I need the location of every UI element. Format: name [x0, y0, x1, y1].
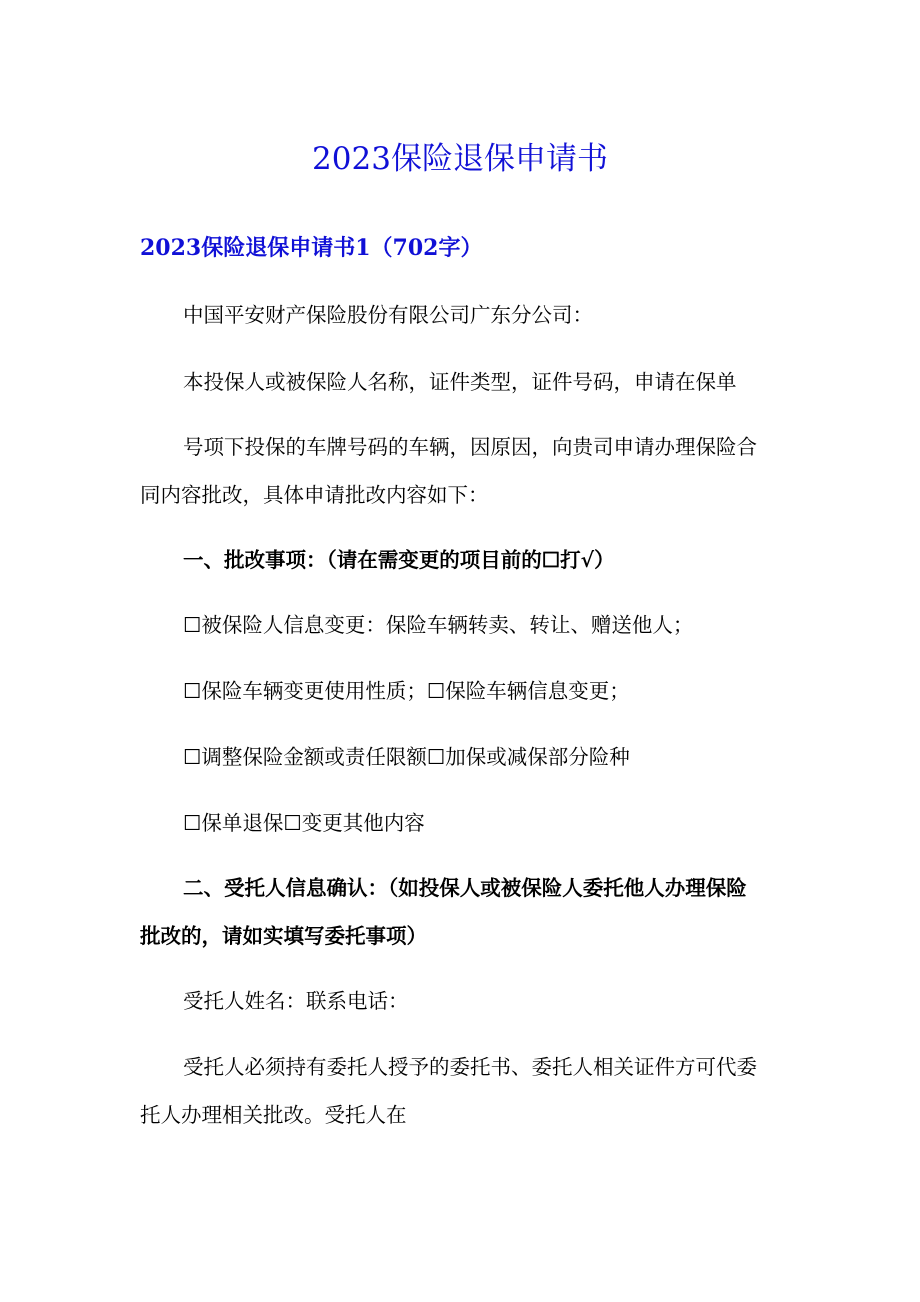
- paragraph-line: 同内容批改，具体申请批改内容如下：: [140, 483, 489, 507]
- paragraph-line: 受托人必须持有委托人授予的委托书、委托人相关证件方可代委: [183, 1055, 757, 1079]
- trustee-info-line: 受托人姓名：联系电话：: [183, 989, 409, 1013]
- item-heading-2: 二、受托人信息确认：（如投保人或被保险人委托他人办理保险: [183, 876, 747, 900]
- checkbox-option: ☐保单退保☐变更其他内容: [183, 811, 425, 835]
- document-title: 2023保险退保申请书: [312, 141, 608, 177]
- item-heading-2-continued: 批改的，请如实填写委托事项）: [140, 924, 427, 948]
- item-heading-1: 一、批改事项：（请在需变更的项目前的☐打√）: [183, 548, 615, 572]
- addressee-line: 中国平安财产保险股份有限公司广东分公司：: [183, 303, 593, 327]
- paragraph-line: 托人办理相关批改。受托人在: [140, 1103, 407, 1127]
- paragraph-line: 本投保人或被保险人名称，证件类型，证件号码，申请在保单: [183, 370, 737, 394]
- section-heading: 2023保险退保申请书1（702字）: [140, 235, 483, 261]
- paragraph-line: 号项下投保的车牌号码的车辆，因原因，向贵司申请办理保险合: [183, 435, 757, 459]
- checkbox-option: ☐调整保险金额或责任限额☐加保或减保部分险种: [183, 745, 630, 769]
- checkbox-option: ☐被保险人信息变更：保险车辆转卖、转让、赠送他人；: [183, 613, 694, 637]
- checkbox-option: ☐保险车辆变更使用性质；☐保险车辆信息变更；: [183, 679, 630, 703]
